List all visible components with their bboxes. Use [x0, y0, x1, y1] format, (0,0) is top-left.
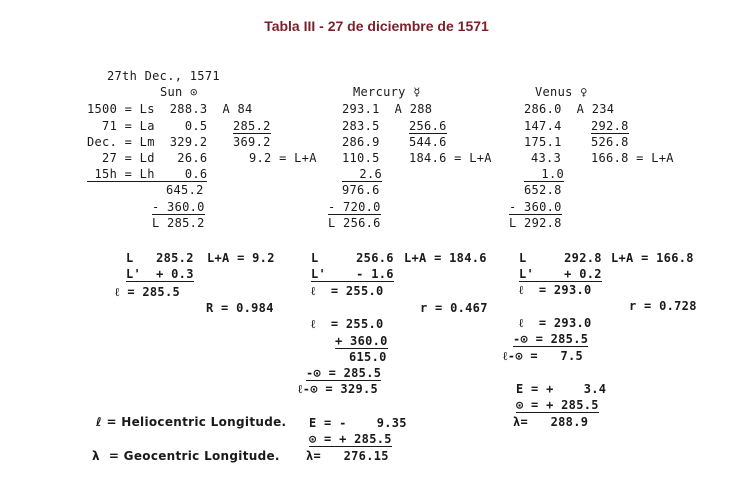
venus-b2-s1: ℓ = 293.0 [519, 316, 592, 330]
mercury-b2-s1: ℓ = 255.0 [311, 317, 384, 331]
venus-b2-l: L 292.8 [519, 251, 602, 265]
venus-b2-e: E = + 3.4 [516, 382, 607, 396]
venus-c1-6: - 360.0 [509, 200, 562, 214]
mercury-c1-2: 286.9 [342, 135, 380, 149]
venus-b2-lprime: L' + 0.2 [519, 267, 602, 281]
mercury-header: Mercury ☿ [353, 85, 421, 99]
venus-b2-sun: ⊙ = + 285.5 [516, 398, 599, 412]
sun-row-ls: 1500 = Ls 288.3 A 84 [87, 102, 253, 116]
venus-c1-3: 43.3 [531, 151, 562, 165]
sun-c2-3: 9.2 = L+A [249, 151, 317, 165]
venus-b2-lambda: λ= 288.9 [513, 415, 589, 429]
sun-b2-ell: ℓ = 285.5 [115, 285, 180, 299]
sun-row-lh: 15h = Lh 0.6 [87, 167, 208, 181]
mercury-c2-1: 544.6 [409, 135, 447, 149]
mercury-c2-2: 184.6 = L+A [409, 151, 492, 165]
date-header: 27th Dec., 1571 [107, 69, 220, 83]
venus-c2-1: 526.8 [591, 135, 629, 149]
sun-row-ld: 27 = Ld 26.6 [87, 151, 208, 165]
mercury-c1-6: - 720.0 [328, 200, 381, 214]
venus-b2-r: r = 0.728 [629, 299, 697, 313]
mercury-c1-5: 976.6 [342, 183, 380, 197]
venus-c1-5: 652.8 [524, 183, 562, 197]
mercury-b2-s5: ℓ-⊙ = 329.5 [298, 382, 379, 396]
sun-b2-lprime: L' + 0.3 [126, 267, 194, 281]
venus-header: Venus ♀ [535, 85, 588, 99]
sun-b2-l: L 285.2 [126, 251, 194, 265]
venus-c1-4: 1.0 [524, 167, 564, 182]
sun-c2-1: 285.2 [233, 119, 271, 133]
mercury-c1-7: L 256.6 [328, 216, 381, 230]
mercury-c1-3: 110.5 [342, 151, 380, 165]
venus-b2-la: L+A = 166.8 [611, 251, 694, 265]
mercury-b2-s4: -⊙ = 285.5 [306, 366, 382, 380]
mercury-c1-4: 2.6 [342, 167, 382, 182]
sun-subtract: - 360.0 [152, 200, 205, 214]
legend-heliocentric: ℓ = Heliocentric Longitude. [96, 415, 287, 429]
venus-b2-ell: ℓ = 293.0 [519, 283, 592, 297]
venus-b2-s2: -⊙ = 285.5 [513, 332, 589, 346]
venus-c1-0: 286.0 A 234 [524, 102, 615, 116]
mercury-b2-l: L 256.6 [311, 251, 394, 265]
sun-c2-2: 369.2 [233, 135, 271, 149]
venus-c1-7: L 292.8 [509, 216, 562, 230]
venus-c2-0: 292.8 [591, 119, 629, 133]
sun-b2-la: L+A = 9.2 [207, 251, 275, 265]
venus-c2-2: 166.8 = L+A [591, 151, 674, 165]
sun-header: Sun ⊙ [160, 85, 198, 99]
sun-sum: 645.2 [166, 183, 204, 197]
mercury-c1-0: 293.1 A 288 [342, 102, 433, 116]
venus-c1-1: 147.4 [524, 119, 562, 133]
venus-c1-2: 175.1 [524, 135, 562, 149]
mercury-b2-r: r = 0.467 [420, 301, 488, 315]
mercury-e: E = - 9.35 [309, 416, 407, 430]
mercury-sun: ⊙ = + 285.5 [309, 432, 392, 446]
venus-b2-s3: ℓ-⊙ = 7.5 [503, 349, 584, 363]
mercury-b2-lprime: L' - 1.6 [311, 267, 394, 281]
sun-row-lm: Dec. = Lm 329.2 [87, 135, 208, 149]
mercury-b2-la: L+A = 184.6 [404, 251, 487, 265]
mercury-b2-s2: + 360.0 [335, 334, 388, 348]
sun-result: L 285.2 [152, 216, 205, 230]
sun-row-la: 71 = La 0.5 [87, 119, 208, 133]
page-title: Tabla III - 27 de diciembre de 1571 [264, 18, 489, 34]
legend-geocentric: λ = Geocentric Longitude. [92, 449, 280, 463]
sun-b2-r: R = 0.984 [206, 301, 274, 315]
mercury-c2-0: 256.6 [409, 119, 447, 133]
mercury-c1-1: 283.5 [342, 119, 380, 133]
mercury-b2-s3: 615.0 [349, 350, 387, 364]
mercury-lambda: λ= 276.15 [306, 449, 389, 463]
mercury-b2-ell: ℓ = 255.0 [311, 284, 384, 298]
